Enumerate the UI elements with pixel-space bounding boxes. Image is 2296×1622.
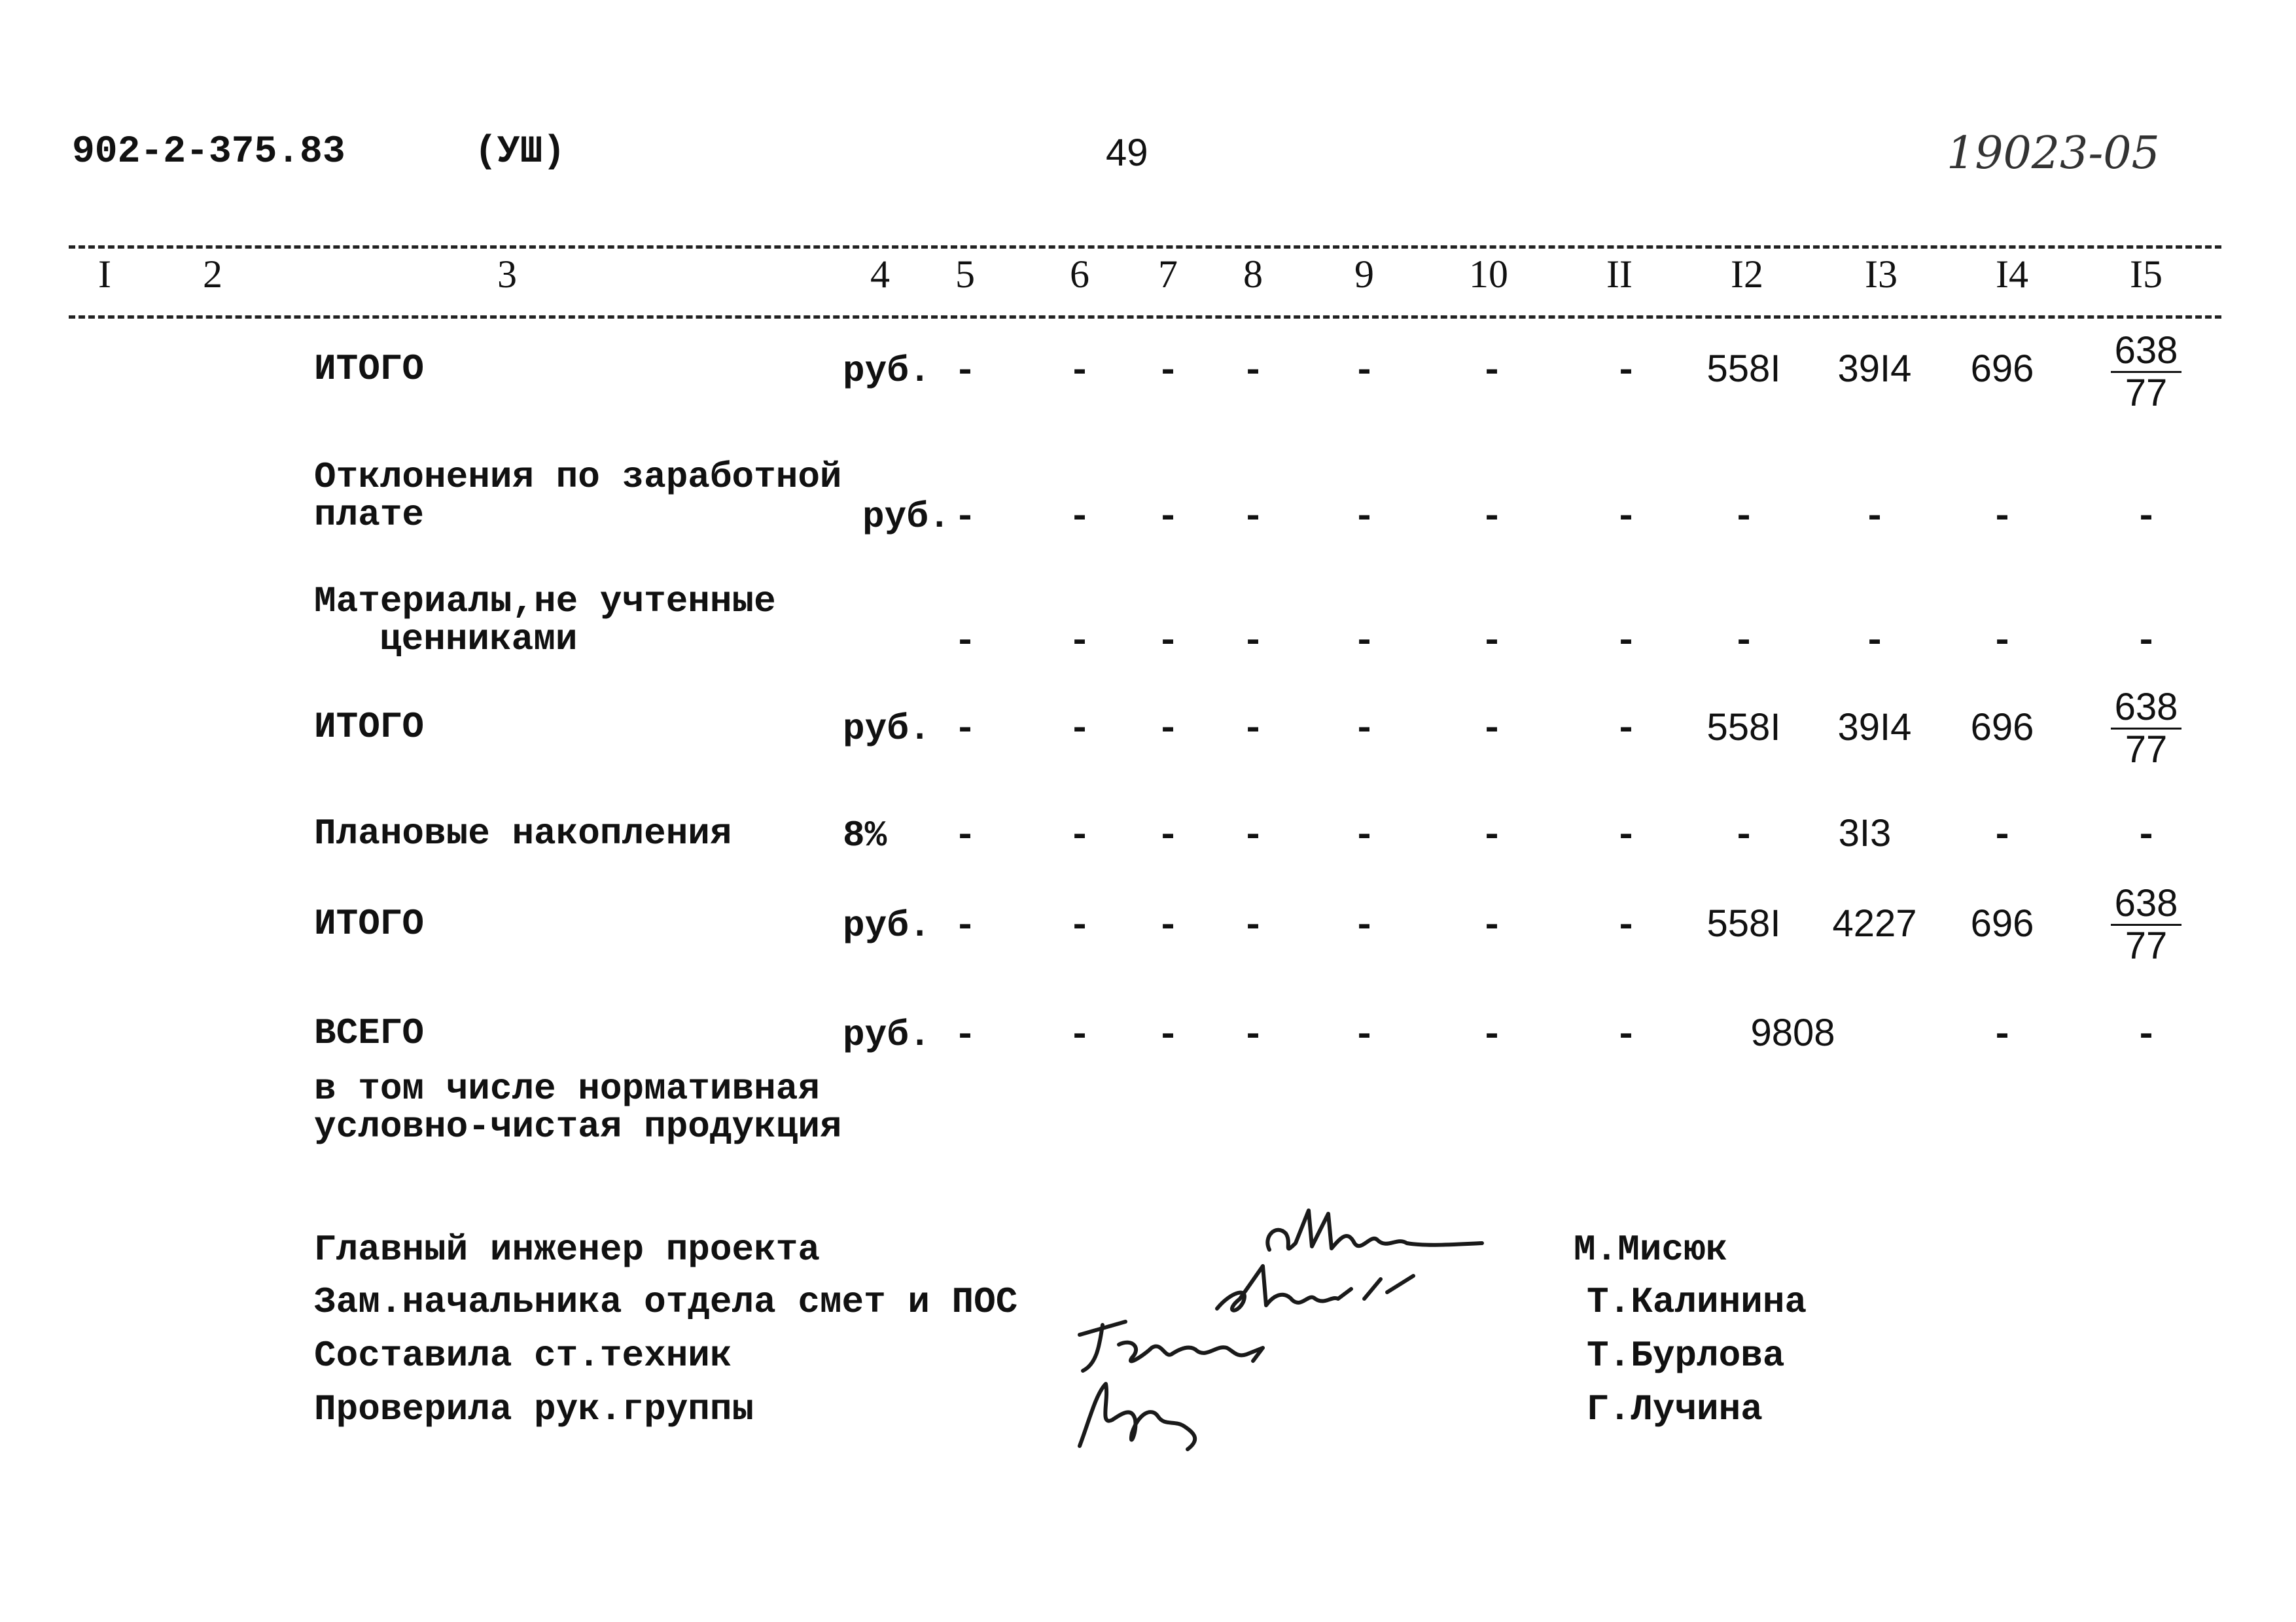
cell-dash: - [1991, 815, 2013, 856]
cell-dash: - [1069, 496, 1091, 538]
column-header: I5 [2130, 253, 2163, 296]
volume-label: (УШ) [474, 131, 566, 173]
cell-dash: - [954, 620, 976, 662]
cell-dash: - [2135, 815, 2157, 856]
cell-dash: - [1615, 905, 1637, 947]
cell-col12: 558I [1706, 347, 1781, 390]
signature-position: Зам.начальника отдела смет и ПОС [314, 1281, 1018, 1323]
cell-col15-fraction [2107, 330, 2185, 414]
row-label-line: ценниками [380, 618, 578, 660]
cell-dash: - [1242, 620, 1264, 662]
fraction-denominator: 77 [2125, 372, 2168, 414]
cell-col12: 558I [1706, 706, 1781, 749]
archive-number: 19023-05 [1947, 128, 2160, 179]
cell-dash: - [1157, 708, 1179, 750]
cell-dash: - [1733, 620, 1755, 662]
cell-dash: - [1242, 496, 1264, 538]
row-label-line: Отклонения по заработной [314, 456, 842, 498]
column-header: 2 [203, 253, 222, 296]
cell-dash: - [1069, 708, 1091, 750]
cell-dash: - [1069, 620, 1091, 662]
document-code: 902-2-375.83 [72, 131, 345, 173]
cell-col13: 3I3 [1838, 812, 1892, 855]
cell-dash: - [1615, 350, 1637, 392]
row-label-line: в том числе нормативная [314, 1068, 820, 1110]
column-header: I4 [1996, 253, 2028, 296]
cell-dash: - [1157, 905, 1179, 947]
cell-dash: - [1991, 496, 2013, 538]
column-header: 5 [955, 253, 975, 296]
cell-col15-fraction [2107, 687, 2185, 770]
cell-dash: - [2135, 496, 2157, 538]
cell-dash: - [1615, 708, 1637, 750]
row-unit: руб. [843, 1014, 931, 1056]
cell-dash: - [954, 350, 976, 392]
cell-col14: 696 [1970, 706, 2034, 749]
cell-col13: 39I4 [1837, 347, 1912, 390]
fraction-denominator: 77 [2125, 728, 2168, 771]
fraction-numerator: 638 [2111, 330, 2182, 373]
cell-dash: - [954, 815, 976, 856]
cell-dash: - [1242, 350, 1264, 392]
fraction-denominator: 77 [2125, 925, 2168, 967]
cell-dash: - [1069, 1014, 1091, 1056]
cell-dash: - [1157, 1014, 1179, 1056]
cell-dash: - [1353, 496, 1375, 538]
cell-dash: - [1157, 620, 1179, 662]
cell-dash: - [1863, 620, 1886, 662]
column-header: II [1606, 253, 1633, 296]
cell-dash: - [1481, 708, 1503, 750]
cell-dash: - [1615, 815, 1637, 856]
signature-position: Главный инженер проекта [314, 1229, 820, 1271]
cell-col12-13-total: 9808 [1750, 1012, 1835, 1054]
cell-dash: - [954, 496, 976, 538]
cell-dash: - [954, 708, 976, 750]
cell-col14: 696 [1970, 902, 2034, 945]
cell-dash: - [1242, 815, 1264, 856]
fraction-numerator: 638 [2111, 883, 2182, 926]
column-header: I [98, 253, 111, 296]
row-label: ИТОГО [314, 348, 425, 390]
row-label: ВСЕГО [314, 1012, 425, 1054]
header-bottom-rule [69, 315, 2221, 319]
cell-dash: - [1481, 1014, 1503, 1056]
cell-dash: - [954, 905, 976, 947]
signature-name: М.Мисюк [1574, 1229, 1728, 1271]
column-header: I2 [1731, 253, 1763, 296]
cell-dash: - [1353, 620, 1375, 662]
cell-dash: - [1863, 496, 1886, 538]
column-header: 7 [1158, 253, 1178, 296]
cell-dash: - [1615, 620, 1637, 662]
column-header: 3 [497, 253, 517, 296]
row-label: Плановые накопления [314, 813, 732, 855]
cell-dash: - [1615, 496, 1637, 538]
cell-dash: - [1069, 350, 1091, 392]
signature-position: Составила ст.техник [314, 1335, 732, 1377]
cell-col12: 558I [1706, 902, 1781, 945]
cell-col13: 4227 [1832, 902, 1917, 945]
column-header: I3 [1865, 253, 1898, 296]
row-unit: руб. [843, 708, 931, 750]
signature-name: Т.Калинина [1587, 1281, 1807, 1323]
column-header: 4 [870, 253, 890, 296]
row-unit: руб. [843, 905, 931, 947]
column-header: 9 [1354, 253, 1374, 296]
cell-dash: - [1481, 905, 1503, 947]
handwritten-signature-4 [1060, 1367, 1224, 1459]
row-unit: руб. [843, 350, 931, 392]
cell-dash: - [1733, 815, 1755, 856]
cell-dash: - [1242, 905, 1264, 947]
signature-name: Т.Бурлова [1587, 1335, 1785, 1377]
page-number: 49 [1106, 132, 1148, 174]
column-header: 10 [1469, 253, 1508, 296]
column-header: 6 [1070, 253, 1089, 296]
row-unit: 8% [843, 815, 887, 856]
cell-dash: - [2135, 620, 2157, 662]
cell-dash: - [954, 1014, 976, 1056]
cell-dash: - [1481, 815, 1503, 856]
row-label: ИТОГО [314, 903, 425, 945]
cell-dash: - [1481, 496, 1503, 538]
cell-dash: - [1157, 496, 1179, 538]
cell-dash: - [1991, 620, 2013, 662]
cell-dash: - [1069, 905, 1091, 947]
row-unit: руб. [862, 496, 951, 538]
cell-dash: - [1481, 620, 1503, 662]
cell-dash: - [1481, 350, 1503, 392]
cell-dash: - [1353, 350, 1375, 392]
row-label-line: Материалы,не учтенные [314, 580, 776, 622]
cell-dash: - [1157, 350, 1179, 392]
cell-dash: - [1991, 1014, 2013, 1056]
cell-col15-fraction [2107, 883, 2185, 966]
cell-dash: - [2135, 1014, 2157, 1056]
cell-dash: - [1242, 1014, 1264, 1056]
cell-col14: 696 [1970, 347, 2034, 390]
row-label: ИТОГО [314, 706, 425, 748]
cell-dash: - [1069, 815, 1091, 856]
cell-dash: - [1353, 905, 1375, 947]
fraction-numerator: 638 [2111, 687, 2182, 730]
header-top-rule [69, 245, 2221, 249]
cell-dash: - [1615, 1014, 1637, 1056]
row-label-line: условно-чистая продукция [314, 1106, 842, 1148]
signature-position: Проверила рук.группы [314, 1388, 754, 1430]
signature-name: Г.Лучина [1587, 1388, 1763, 1430]
cell-dash: - [1157, 815, 1179, 856]
row-label-line: плате [314, 494, 425, 536]
cell-dash: - [1353, 1014, 1375, 1056]
cell-dash: - [1733, 496, 1755, 538]
cell-col13: 39I4 [1837, 706, 1912, 749]
column-header: 8 [1243, 253, 1263, 296]
cell-dash: - [1353, 815, 1375, 856]
cell-dash: - [1242, 708, 1264, 750]
cell-dash: - [1353, 708, 1375, 750]
